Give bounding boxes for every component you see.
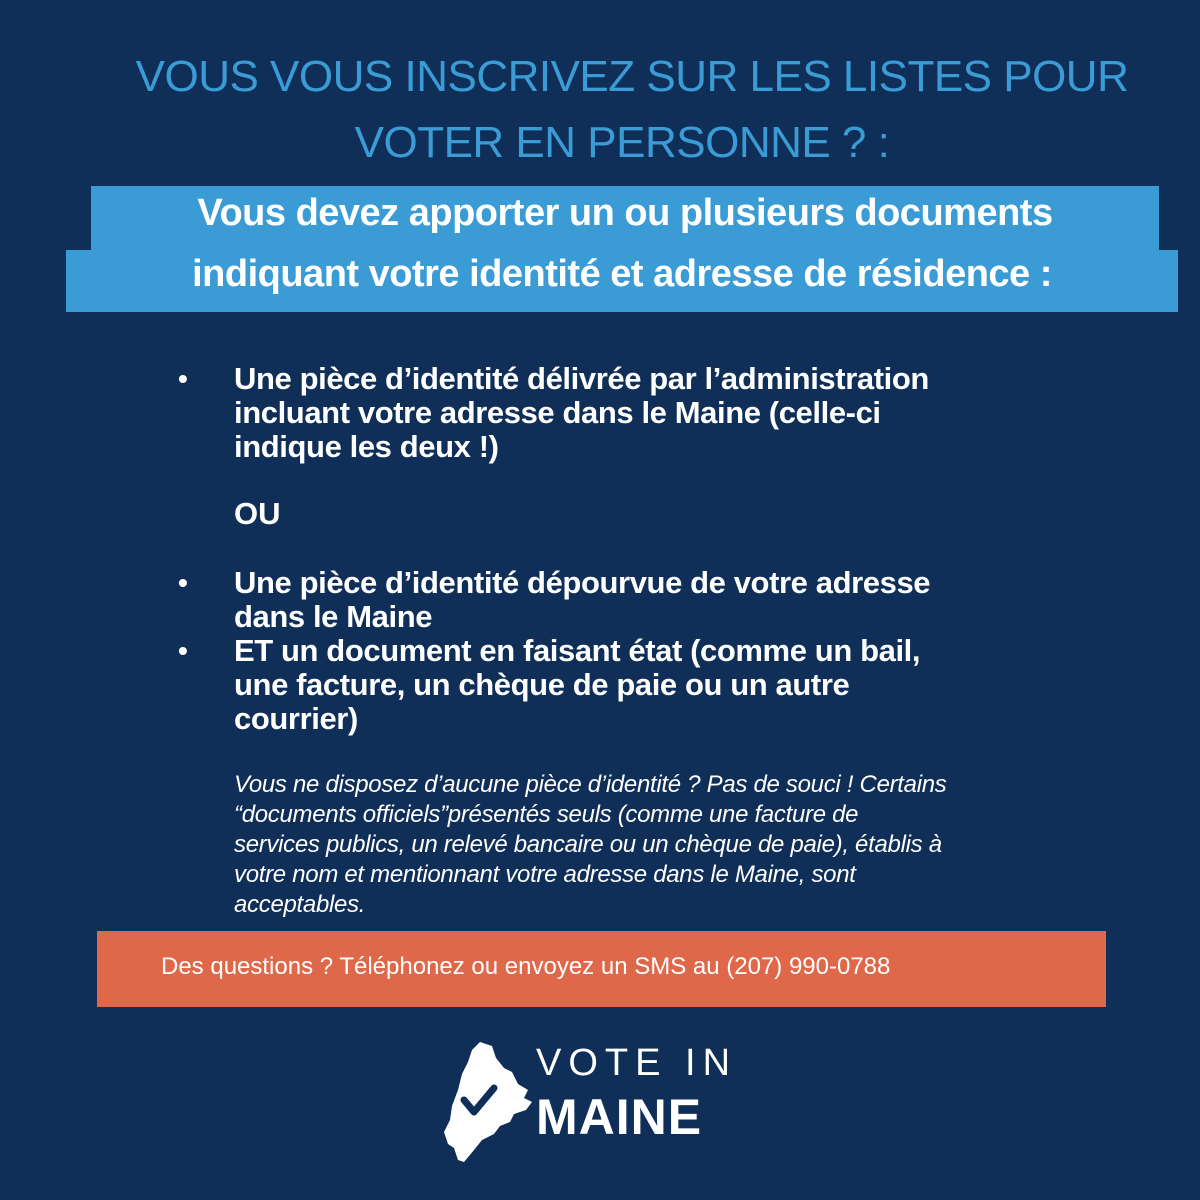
note-line: acceptables. — [234, 891, 366, 918]
bullet-point: • — [178, 567, 188, 598]
requirement-line: dans le Maine — [234, 599, 433, 634]
vote-in-maine-logo — [440, 1040, 760, 1170]
requirement-line: courrier) — [234, 701, 358, 736]
bullet-point: • — [178, 363, 188, 394]
logo-text-vote-in: VOTE IN — [536, 1042, 738, 1084]
banner-line-2: indiquant votre identité et adresse de résidence : — [192, 253, 1052, 295]
note-line: Vous ne disposez d’aucune pièce d’identité ? Pas de souci ! Certains — [234, 771, 947, 798]
logo-text-maine: MAINE — [536, 1089, 703, 1145]
requirement-line: une facture, un chèque de paie ou un autre — [234, 667, 850, 702]
requirement-line: incluant votre adresse dans le Maine (celle-ci — [234, 395, 881, 430]
maine-state-checkmark-icon — [440, 1040, 550, 1165]
bullet-point: • — [178, 635, 188, 666]
requirement-line: indique les deux !) — [234, 429, 499, 464]
requirement-line: Une pièce d’identité délivrée par l’administration — [234, 361, 929, 396]
contact-bar — [97, 931, 1106, 1007]
headline-line-2: VOTER EN PERSONNE ? : — [354, 118, 890, 167]
note-line: votre nom et mentionnant votre adresse dans le Maine, sont — [234, 861, 856, 888]
or-separator: OU — [234, 496, 281, 531]
note-line: services publics, un relevé bancaire ou un chèque de paie), établis à — [234, 831, 942, 858]
note-line: “documents officiels”présentés seuls (comme une facture de — [234, 801, 859, 828]
requirement-line: ET un document en faisant état (comme un bail, — [234, 633, 921, 668]
id-note — [234, 770, 1114, 920]
requirement-line: Une pièce d’identité dépourvue de votre adresse — [234, 565, 931, 600]
banner-line-1: Vous devez apporter un ou plusieurs documents — [197, 192, 1053, 234]
headline-line-1: VOUS VOUS INSCRIVEZ SUR LES LISTES POUR — [135, 52, 1129, 101]
contact-text: Des questions ? Téléphonez ou envoyez un SMS au (207) 990-0788 — [161, 953, 891, 980]
